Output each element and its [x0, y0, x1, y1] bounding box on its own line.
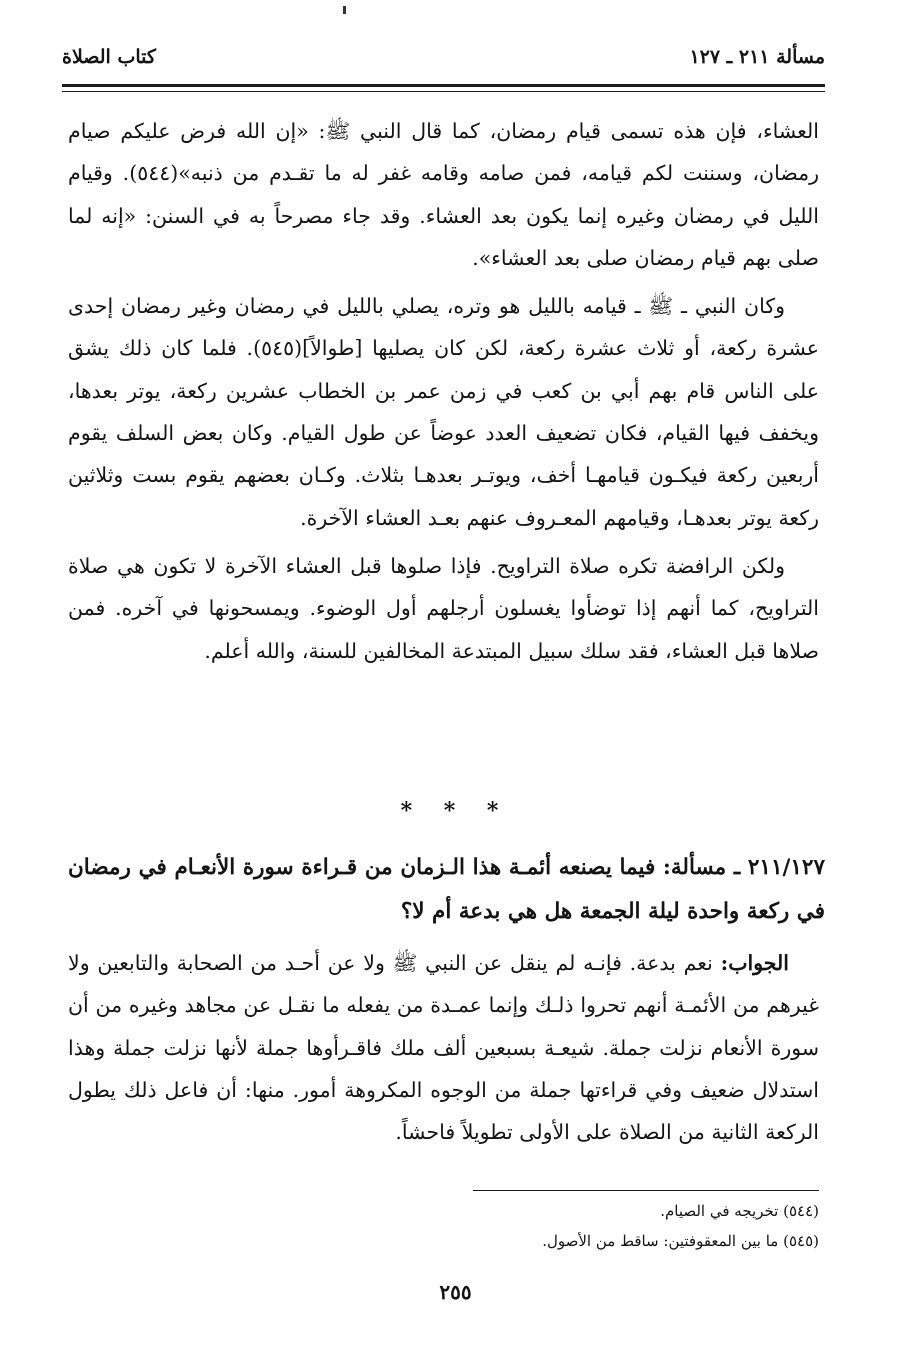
running-header — [62, 46, 825, 86]
header-rule-thin — [62, 91, 825, 92]
footnotes — [68, 1196, 819, 1256]
answer-text: نعم بدعة. فإنـه لم ينقل عن النبي ﷺ ولا عن أحـد من الصحابة والتابعين ولا غيرهم من الأئمـة أنهم تحروا ذلـك وإنما عمـدة من يفعله ما نقـل عن مجاهد وغيره من أن سورة الأنعام نزلت جملة. ﻿شيعـة بسبعين ألف ملك فاقـرأوها جملة لأنها نزلت جملة وهذا استدلال ضعيف وفي قراءتها جملة من الوجوه المكروهة أمور. منها: أن فاعل ذلك يطول الركعة الثانية من الصلاة على الأولى تطويلاً فاحشاً. — [68, 951, 819, 1145]
section-title: مسألة ٢١١ ـ ١٢٧ — [689, 46, 825, 68]
book-title: كتاب الصلاة — [62, 46, 156, 68]
page-number: ٢٥٥ — [439, 1280, 472, 1304]
scan-speck — [343, 6, 346, 14]
answer-label: الجواب: — [720, 951, 789, 975]
paragraph: العشاء، فإن هذه تسمى قيام رمضان، كما قال النبي ﷺ: «إن الله فرض عليكم صيام رمضان، وسننت لكم قيامه، فمن صامه وقامه غفر له ما تقـدم من ذنبه»(٥٤٤). وقيام الليل في رمضان وغيره إنما يكون بعد العشاء. وقد جاء مصرحاً به في السنن: «إنه لما صلى بهم قيام رمضان صلى بعد العشاء». — [68, 119, 820, 270]
question-heading: ٢١١/١٢٧ ـ مسألة: فيما يصنعه أئمـة هذا الـزمان من قـراءة سورة الأنعـام في رمضان في ركعة واحدة ليلة الجمعة هل هي بدعة أم لا؟ — [68, 855, 825, 924]
footnote: (٥٤٥) ما بين المعقوفتين: ساقط من الأصول. — [542, 1232, 819, 1250]
header-rule-thick — [62, 84, 825, 87]
section-separator: * * * — [400, 798, 511, 824]
footnote: (٥٤٤) تخريجه في الصيام. — [660, 1202, 819, 1220]
footnote-rule — [473, 1190, 819, 1191]
answer-paragraph — [68, 942, 819, 1153]
main-text — [68, 110, 819, 672]
paragraph: وكان النبي ـ ﷺ ـ قيامه بالليل هو وتره، يصلي بالليل في رمضان وغير رمضان إحدى عشرة ركعة، أو ثلاث عشرة ركعة، لكن كان يصليها [طوالاً](٥٤٥). فلما كان ذلك يشق على الناس قام بهم أبي بن كعب في زمن عمر بن الخطاب عشرين ركعة، يوتر بعدها، ويخفف فيها القيام، فكان تضعيف العدد عوضاً عن طول القيام. وكان بعض السلف يقوم أربعين ركعة فيكـون قيامهـا أخف، ويوتـر بعدهـا بثلاث. وكـان بعضهم يقوم بست وثلاثين ركعة يوتر بعدهـا، وقيامهم المعـروف عنهم بعـد العشاء الآخرة. — [68, 294, 819, 530]
paragraph: ولكن الرافضة تكره صلاة التراويح. فإذا صلوها قبل العشاء الآخرة لا تكون هي صلاة التراويح، كما أنهم إذا توضأوا يغسلون أرجلهم أول الوضوء. ويمسحونها في آخره. فمن صلاها قبل العشاء، فقد سلك سبيل المبتدعة المخالفين للسنة، والله أعلم. — [68, 553, 819, 663]
